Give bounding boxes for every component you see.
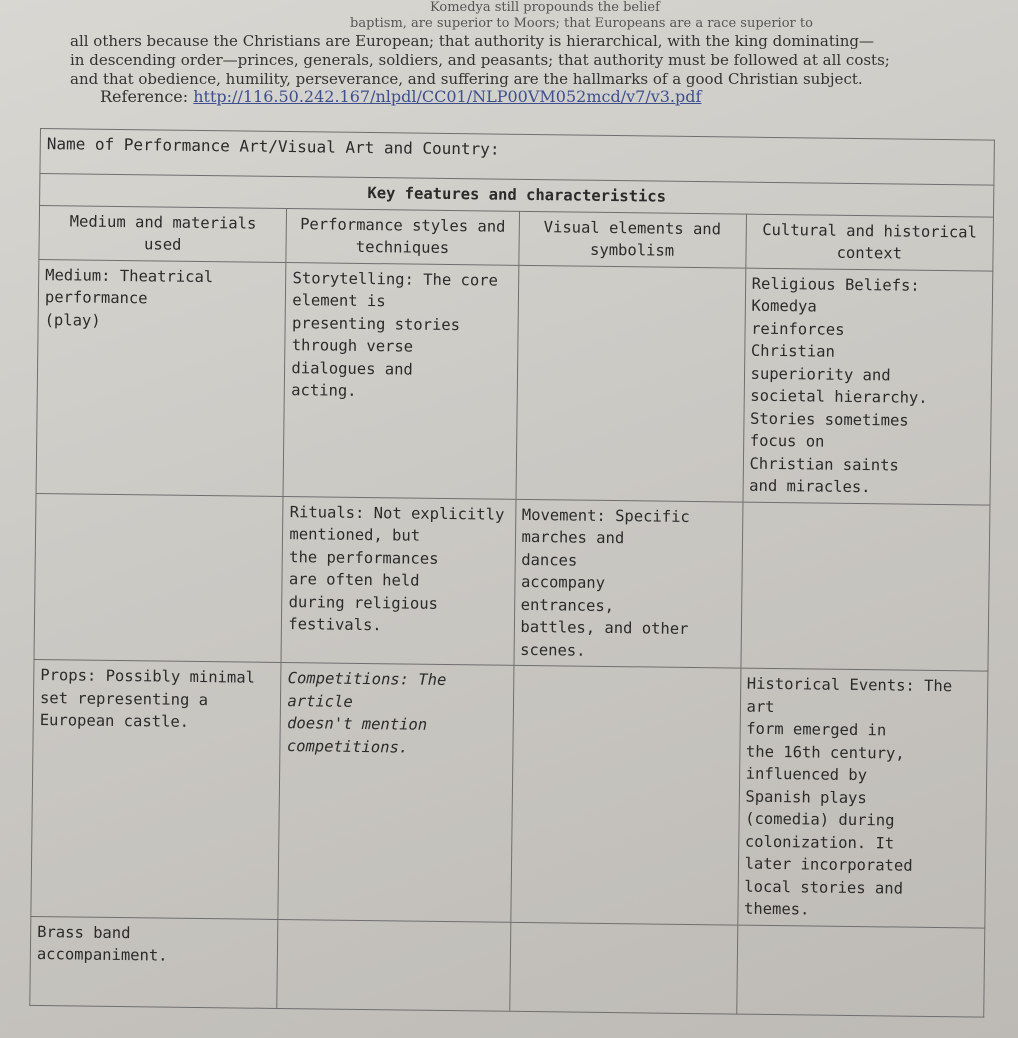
column-header-performance: Performance styles and techniques: [286, 208, 519, 265]
table-cell[interactable]: [34, 493, 283, 663]
table-row: [34, 493, 990, 671]
column-header-medium: Medium and materials used: [39, 205, 287, 262]
table-row: [31, 659, 988, 927]
table-cell[interactable]: Religious Beliefs: Komedya reinforces Christian superiority and societal hierarchy. Stories sometimes focus on Christian saints and miracles.: [743, 268, 993, 505]
table-cell[interactable]: Storytelling: The core element is presenting stories through verse dialogues and acting.: [283, 262, 518, 499]
table-cell[interactable]: [516, 265, 746, 502]
reference-line: [100, 87, 701, 106]
reference-label: Reference:: [100, 87, 189, 106]
table-cell[interactable]: Medium: Theatrical performance (play): [36, 259, 286, 496]
table-cell[interactable]: Historical Events: The art form emerged in the 16th century, influenced by Spanish plays (comedia) during colonization. It later incorporated local stories and themes.: [737, 668, 988, 928]
column-header-cultural: Cultural and historical context: [745, 214, 993, 271]
table-cell[interactable]: [741, 502, 990, 672]
table-cell[interactable]: Props: Possibly minimal set representing a European castle.: [31, 659, 282, 919]
table-cell[interactable]: Brass band accompaniment.: [30, 916, 278, 1008]
table-cell[interactable]: [277, 919, 510, 1011]
table-row: [30, 916, 985, 1017]
intro-line-4: in descending order—princes, generals, soldiers, and peasants; that authority must be followed at all costs;: [70, 51, 890, 69]
table-title: Name of Performance Art/Visual Art and Country:: [40, 129, 994, 186]
table-row: [36, 259, 993, 505]
table-cell[interactable]: Competitions: The article doesn't mention competitions.: [278, 662, 513, 921]
key-features-table: [29, 128, 995, 1017]
section-heading: Key features and characteristics: [40, 174, 994, 217]
intro-line-5: and that obedience, humility, perseverance, and suffering are the hallmarks of a good Christian subject.: [70, 70, 863, 88]
column-header-visual: Visual elements and symbolism: [518, 211, 746, 268]
intro-paragraph: [70, 0, 970, 89]
table-cell[interactable]: [510, 665, 740, 924]
table-cell[interactable]: Movement: Specific marches and dances accompany entrances, battles, and other scenes.: [514, 499, 743, 668]
intro-line-3: all others because the Christians are European; that authority is hierarchical, with the king dominating—: [70, 32, 874, 50]
reference-link[interactable]: http://116.50.242.167/nlpdl/CC01/NLP00VM052mcd/v7/v3.pdf: [193, 87, 702, 106]
table-cell[interactable]: Rituals: Not explicitly mentioned, but the performances are often held during religious festivals.: [281, 496, 515, 665]
table-cell[interactable]: [509, 922, 737, 1014]
table-cell[interactable]: [736, 925, 985, 1017]
intro-line-2: baptism, are superior to Moors; that Europeans are a race superior to: [350, 16, 813, 31]
intro-line-1: Komedya still propounds the belief: [430, 0, 660, 15]
